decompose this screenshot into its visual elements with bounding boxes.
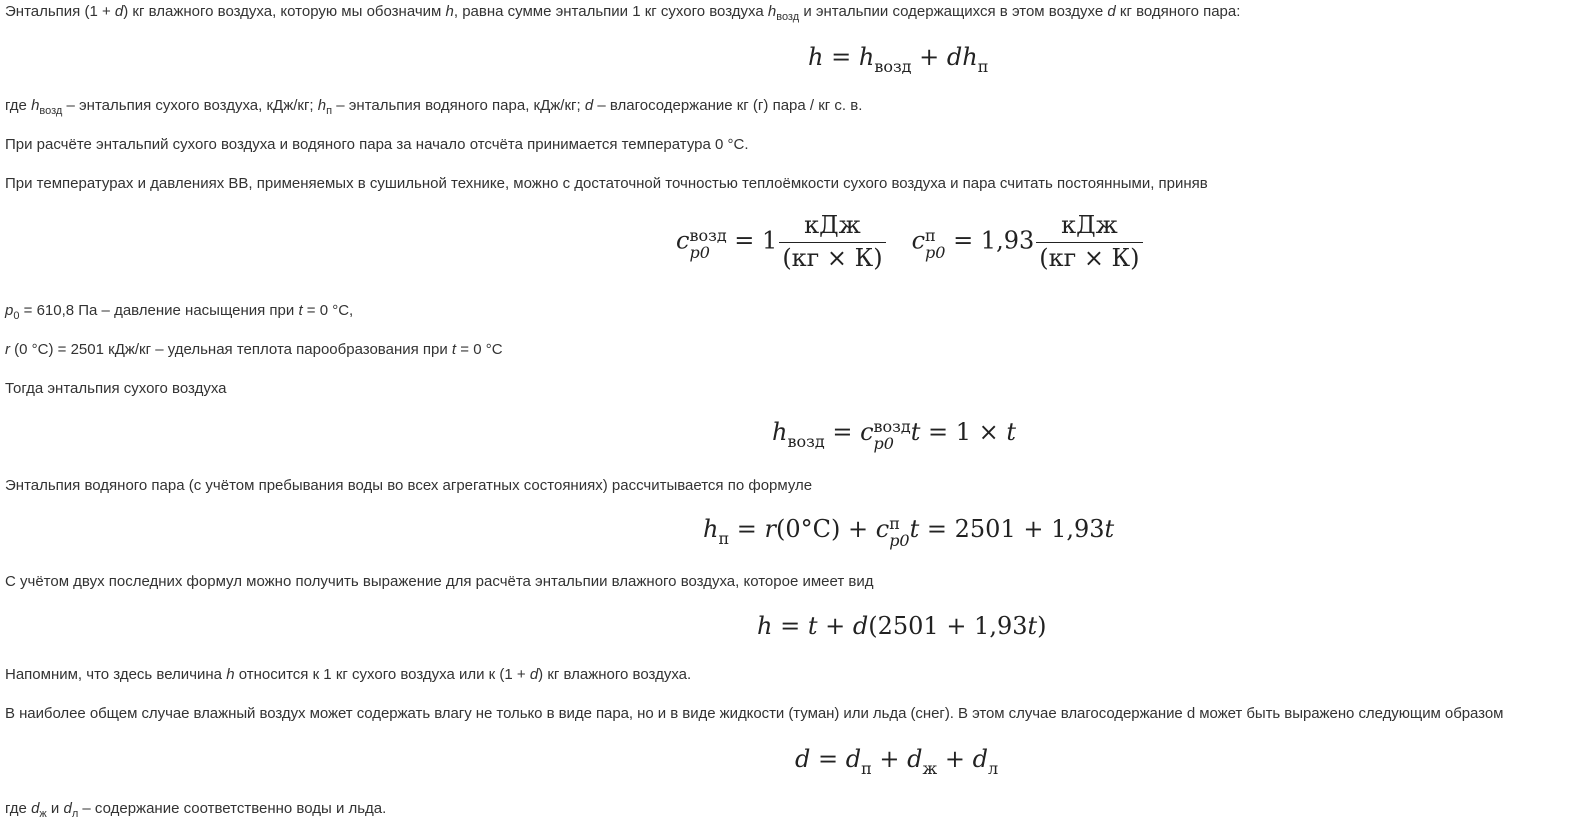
- paragraph-saturation-pressure: $p_0 = 610,8$ Па – давление насыщения при t = 0 °С,: [5, 302, 354, 322]
- paragraph-vapor-enthalpy: Энтальпия водяного пара (с учётом пребывания воды во всех агрегатных состояниях) рассчитывается по формуле: [5, 477, 813, 494]
- paragraph-enthalpy-intro: Энтальпия (1 + d) кг влажного воздуха, которую мы обозначим h, равна сумме энтальпии 1 кг сухого воздуха $h_{возд}$ и энтальпии содержащихся в этом воздухе d кг водяного пара:: [5, 3, 1241, 23]
- paragraph-reference-temperature: При расчёте энтальпий сухого воздуха и водяного пара за начало отсчёта принимается температура 0 °С.: [5, 136, 749, 153]
- paragraph-reminder: Напомним, что здесь величина h относится к 1 кг сухого воздуха или к (1 + d) кг влажного воздуха.: [5, 666, 692, 683]
- formula-total-enthalpy: $h = h_{возд} + dh_п$: [808, 43, 989, 76]
- paragraph-dry-air-enthalpy: Тогда энтальпия сухого воздуха: [5, 380, 227, 397]
- formula-moist-air-enthalpy: h = t + d(2501 + 1,93t): [757, 612, 1047, 640]
- formula-moisture-content: $d = d_п + d_ж + d_л$: [795, 745, 999, 778]
- fraction-unit-2: $\frac{\text{кДж}}{(кг \times К)}$: [1036, 212, 1142, 272]
- fraction-unit-1: $\frac{\text{кДж}}{(кг \times К)}$: [779, 212, 885, 272]
- paragraph-moist-air-expression: С учётом двух последних формул можно получить выражение для расчёта энтальпии влажного воздуха, которое имеет вид: [5, 573, 874, 590]
- paragraph-where-definitions: где $h_{возд}$ – энтальпия сухого воздуха, кДж/кг; $h_п$ – энтальпия водяного пара, кДж/кг; d – влагосодержание кг (г) пара / кг с. в.: [5, 97, 863, 117]
- paragraph-general-case: В наиболее общем случае влажный воздух может содержать влагу не только в виде пара, но и в виде жидкости (туман) или льда (снег). В этом случае влагосодержание d может быть выражено следующим образом: [5, 705, 1504, 722]
- formula-heat-capacities: c возд p0 = 1 $\frac{\text{кДж}}{(кг \times К)}$ c п p0 = 1,93 $\frac{\text{кДж}}{(кг \times К)}$: [676, 212, 1145, 272]
- paragraph-vaporization-heat: r (0 °С) = 2501 кДж/кг – удельная теплота парообразования при t = 0 °С: [5, 341, 503, 358]
- paragraph-water-ice: где $d_ж$ и $d_л$ – содержание соответственно воды и льда.: [5, 800, 387, 820]
- formula-vapor-enthalpy: $h_п = r(0^\circ С) + c$ п p0 t = 2501 + 1,93t: [703, 514, 1115, 550]
- paragraph-heat-capacity: При температурах и давлениях ВВ, применяемых в сушильной технике, можно с достаточной точностью теплоёмкости сухого воздуха и пара считать постоянными, приняв: [5, 175, 1208, 192]
- formula-dry-air-enthalpy: $h_{возд} = c$ возд p0 t = 1 × t: [772, 417, 1017, 453]
